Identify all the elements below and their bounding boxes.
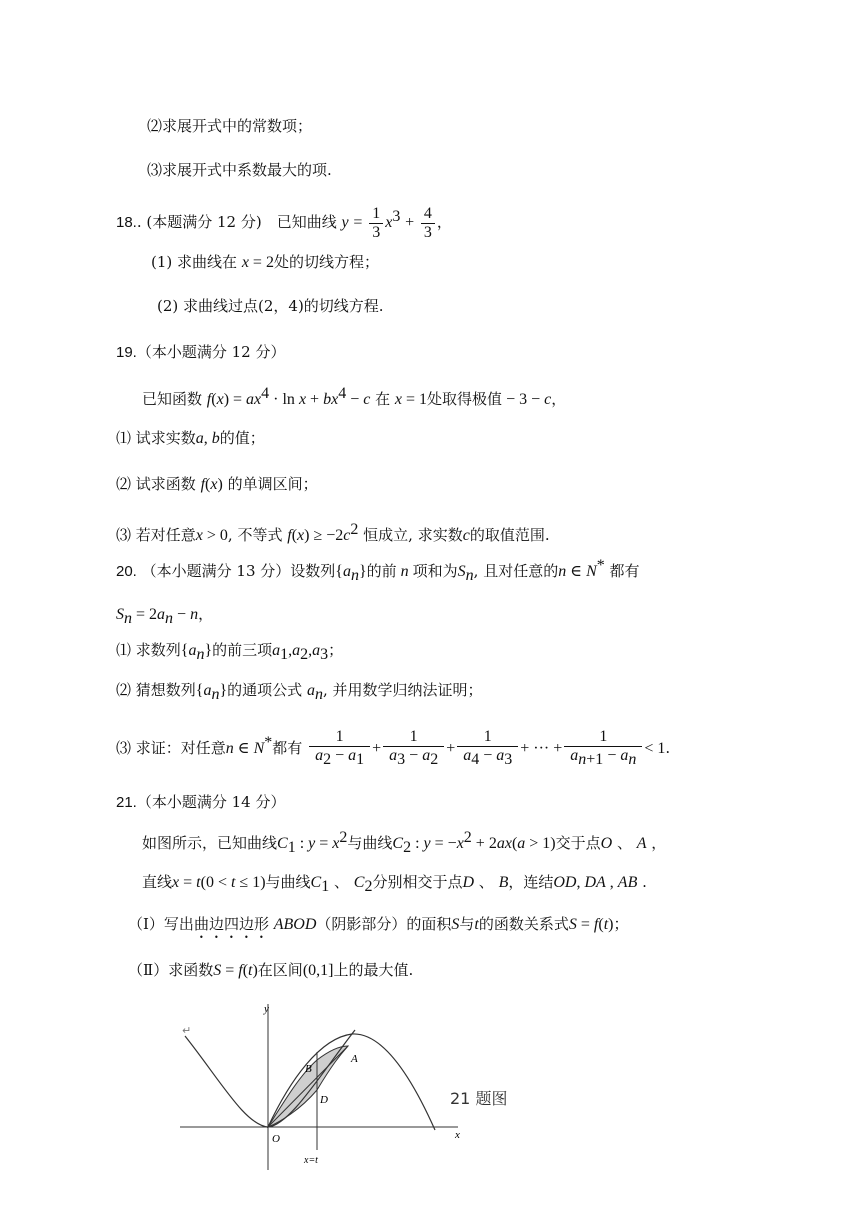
label-x-equals-t: x=t xyxy=(304,1155,318,1166)
q21-line1-c: 交于点 xyxy=(555,834,601,852)
q19-stem: 已知函数 $f(x) = ax^4 \cdot \ln x + bx^4 - c$ 在 x = 1处取得极值 − 3 − c， xyxy=(142,385,567,408)
figure-caption: 21 题图 xyxy=(450,1089,508,1108)
label-b: B xyxy=(305,1063,312,1075)
curve-c1 xyxy=(185,1030,355,1127)
q19-part2-b: 的单调区间； xyxy=(227,475,318,493)
q21-part2-a: （Ⅱ）求函数 xyxy=(128,961,214,979)
q18-stem xyxy=(116,198,452,242)
q19-part2: ⑵ 试求函数 f(x) 的单调区间； xyxy=(116,475,318,493)
q19-part1: ⑴ 试求实数a, b的值； xyxy=(116,429,265,447)
q18-part2: (2) 求曲线过点(2，4)的切线方程. xyxy=(157,297,384,315)
q21-line1-a: 如图所示，已知曲线 xyxy=(142,834,278,852)
q19-part3-a: ⑶ 若对任意 xyxy=(116,526,196,544)
y-axis-label: y xyxy=(264,1003,269,1015)
q19-number: 19. xyxy=(116,344,137,361)
q20-head-d: , 且对任意的 xyxy=(473,562,559,580)
q20-part2-a: ⑵ 猜想数列 xyxy=(116,681,196,699)
q20-part1-a: ⑴ 求数列 xyxy=(116,641,181,659)
q21-part1-b: （阴影部分）的面积 xyxy=(316,915,452,933)
q17-part2: ⑵求展开式中的常数项； xyxy=(147,117,313,135)
q20-part1: ⑴ 求数列$\{a_n\}$的前三项$a_1,a_2,a_3$； xyxy=(116,641,344,663)
q18-part1: (1) 求曲线在 x = 2处的切线方程； xyxy=(151,253,379,271)
q20-condition: $S_n = 2a_n - n$， xyxy=(116,605,214,627)
q20-part3: ⑶ 求证：对任意n ∈ N*都有 $\frac{1}{a_2 - a_1}$ + $\frac{1}{a_3 - a_2}$ + $\frac{1}{a_4 - a_3}$ + ··· + $\frac{1}{a_{n+1} - a_n}$ < 1. xyxy=(116,728,671,769)
q20-head: （本小题满分 13 分）设数列 xyxy=(141,562,336,580)
curve-c2 xyxy=(268,1034,435,1130)
q20-part2-c: , 并用数学归纳法证明； xyxy=(322,681,483,699)
q18-head: . (本题满分 12 分) 已知曲线 xyxy=(136,213,337,231)
q21-part2: （Ⅱ）求函数S = f(t)在区间(0,1]上的最大值. xyxy=(128,961,414,979)
q18-formula: y = $\frac{1}{3}$ $x^3$ + $\frac{4}{3}$ ， xyxy=(341,204,452,241)
q20-part3-b: 都有 xyxy=(272,739,303,757)
q21-part1-d: 的函数关系式 xyxy=(478,915,569,933)
q19-part3-c: 恒成立, 求实数 xyxy=(363,526,463,544)
q19-part3-b: , 不等式 xyxy=(227,526,283,544)
x-axis-label: x xyxy=(455,1129,460,1141)
q21-head: （本小题满分 14 分） xyxy=(136,793,286,811)
q21-line2-a: 直线 xyxy=(142,873,173,891)
q19-stem-b: 在 xyxy=(375,390,391,408)
q21-line2: 直线x = t(0 < t ≤ 1)与曲线$C_1$ 、 $C_2$分别相交于点D 、 B，连结OD, DA , AB . xyxy=(142,873,647,895)
q20-stem: 20. （本小题满分 13 分）设数列$\{a_n\}$的前 n 项和为$S_n$, 且对任意的n ∈ N* 都有 xyxy=(116,557,640,584)
q21-line2-c: 分别相交于点 xyxy=(372,873,463,891)
label-o: O xyxy=(272,1133,280,1145)
q19-part1-a: ⑴ 试求实数 xyxy=(116,429,196,447)
q18-number: 18. xyxy=(116,214,137,231)
segment-od-da xyxy=(268,1046,348,1127)
q21-part2-b: 在区间 xyxy=(257,961,303,979)
q21-number: 21. xyxy=(116,794,137,811)
q20-part3-a: ⑶ 求证：对任意 xyxy=(116,739,226,757)
q21-part1-emphasis: 曲边四边形 xyxy=(193,915,269,933)
q19-part3-d: 的取值范围. xyxy=(469,526,550,544)
q20-head-b: 的前 xyxy=(366,562,397,580)
q19-head: （本小题满分 12 分） xyxy=(136,343,286,361)
q20-part1-b: 的前三项 xyxy=(212,641,273,659)
q20-head-e: 都有 xyxy=(609,562,640,580)
q20-part2: ⑵ 猜想数列$\{a_n\}$的通项公式 $a_n$, 并用数学归纳法证明； xyxy=(116,681,483,703)
q21-figure xyxy=(180,1000,530,1175)
q18-part1-a: (1) 求曲线在 xyxy=(151,253,238,271)
q21-line1: 如图所示，已知曲线$C_1$ : $y = x^2$与曲线$C_2$ : $y = -x^2 + 2ax(a > 1)$交于点O 、 A ， xyxy=(142,829,667,856)
q20-part2-b: 的通项公式 xyxy=(227,681,303,699)
q19-stem-a: 已知函数 xyxy=(142,390,203,408)
label-d: D xyxy=(320,1094,328,1106)
q21-line2-d: ，连结 xyxy=(508,873,554,891)
q19-part2-a: ⑵ 试求函数 xyxy=(116,475,196,493)
q21-line1-b: 与曲线 xyxy=(347,834,393,852)
q21-part2-c: 上的最大值. xyxy=(333,961,414,979)
q19-header xyxy=(116,342,285,363)
q18-part1-b: 处的切线方程； xyxy=(273,253,379,271)
q19-part3: ⑶ 若对任意x > 0, 不等式 $f(x) \ge -2c^2$ 恒成立, 求实数c的取值范围. xyxy=(116,521,550,544)
return-mark: ↵ xyxy=(182,1024,192,1037)
q21-line2-b: 与曲线 xyxy=(265,873,311,891)
q21-header xyxy=(116,792,285,813)
q19-part1-b: 的值； xyxy=(219,429,265,447)
q20-number: 20. xyxy=(116,563,137,580)
q21-part1-c: 与 xyxy=(459,915,475,933)
q20-head-c: 项和为 xyxy=(412,562,458,580)
q21-part1: （Ⅰ）写出曲边四边形 ABOD（阴影部分）的面积S与t的函数关系式S = f(t)； xyxy=(128,915,629,933)
q21-part1-a: （Ⅰ）写出 xyxy=(128,915,194,933)
label-a: A xyxy=(351,1053,358,1065)
q17-part3: ⑶求展开式中系数最大的项. xyxy=(147,161,332,179)
q19-stem-c: 处取得极值 xyxy=(427,390,503,408)
